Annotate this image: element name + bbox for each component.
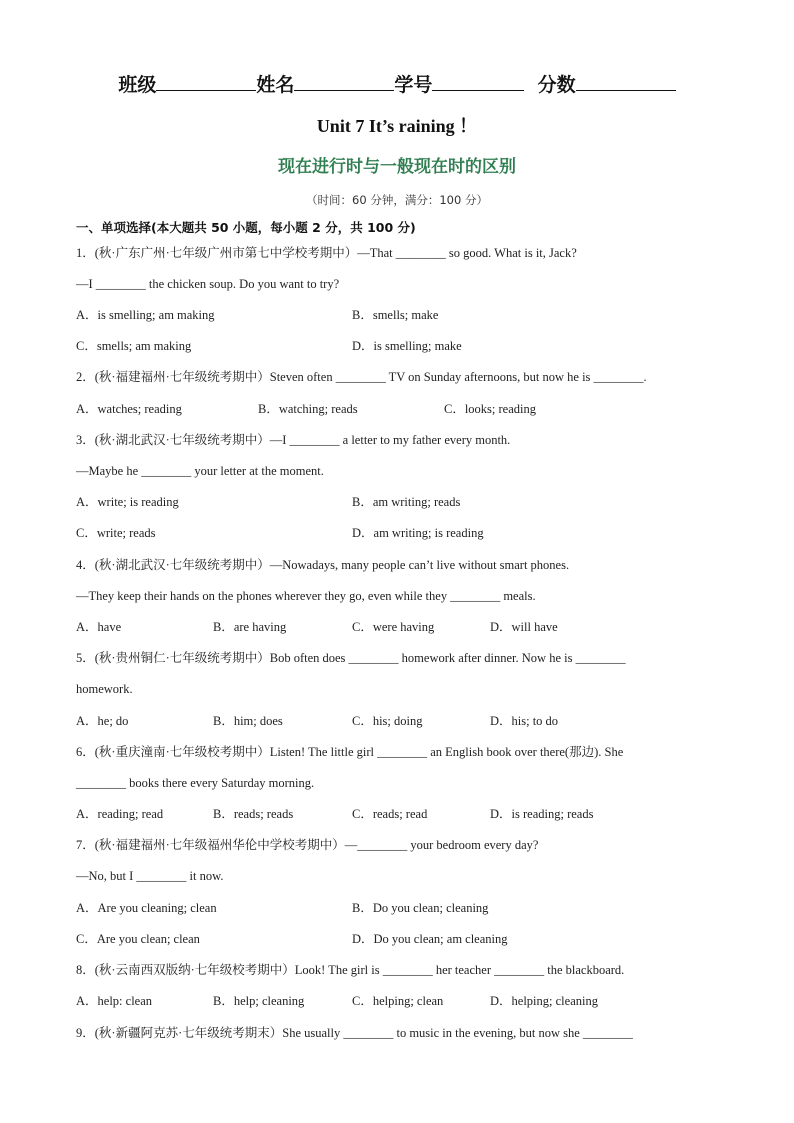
time-info: （时间：60 分钟，满分：100 分） <box>306 193 488 207</box>
question-8-option-b[interactable]: B．help; cleaning <box>213 994 305 1008</box>
question-2-option-a[interactable]: A．watches; reading <box>76 402 182 416</box>
question-6-option-d[interactable]: D．is reading; reads <box>490 807 594 821</box>
question-1-option-c[interactable]: C．smells; am making <box>76 339 192 353</box>
question-5-option-a[interactable]: A．he; do <box>76 714 129 728</box>
question-7-option-d[interactable]: D．Do you clean; am cleaning <box>352 932 508 946</box>
question-3-option-c[interactable]: C．write; reads <box>76 526 156 540</box>
question-6-option-a[interactable]: A．reading; read <box>76 807 164 821</box>
question-4-option-d[interactable]: D．will have <box>490 620 558 634</box>
class-label: 班级 <box>118 74 157 96</box>
name-label: 姓名 <box>256 74 295 96</box>
question-1-line-2: —I ________ the chicken soup. Do you want to try? <box>76 277 340 291</box>
question-2-line-1: 2．(秋·福建福州·七年级统考期中）Steven often ________ TV on Sunday afternoons, but now he is ________. <box>76 370 647 384</box>
question-9-line-1: 9．(秋·新疆阿克苏·七年级统考期末）She usually ________ to music in the evening, but now she ________ <box>76 1026 633 1040</box>
question-8-option-d[interactable]: D．helping; cleaning <box>490 994 598 1008</box>
question-5-option-b[interactable]: B．him; does <box>213 714 283 728</box>
question-1-option-a[interactable]: A．is smelling; am making <box>76 308 215 322</box>
question-2-option-b[interactable]: B．watching; reads <box>258 402 358 416</box>
question-4-option-a[interactable]: A．have <box>76 620 122 634</box>
student-info-header <box>0 70 794 97</box>
id-blank <box>432 72 524 91</box>
score-blank <box>576 72 676 91</box>
question-7-option-b[interactable]: B．Do you clean; cleaning <box>352 901 489 915</box>
name-blank <box>294 72 394 91</box>
question-2-option-c[interactable]: C．looks; reading <box>444 402 537 416</box>
question-1-line-1: 1．(秋·广东广州·七年级广州市第七中学校考期中）—That ________ so good. What is it, Jack? <box>76 246 577 260</box>
score-label: 分数 <box>537 74 576 96</box>
question-5-option-d[interactable]: D．his; to do <box>490 714 559 728</box>
question-5-line-2: homework. <box>76 682 133 696</box>
question-4-line-1: 4．(秋·湖北武汉·七年级统考期中）—Nowadays, many people can’t live without smart phones. <box>76 558 570 572</box>
question-4-option-c[interactable]: C．were having <box>352 620 435 634</box>
question-1-option-d[interactable]: D．is smelling; make <box>352 339 462 353</box>
question-3-option-b[interactable]: B．am writing; reads <box>352 495 461 509</box>
question-3-option-a[interactable]: A．write; is reading <box>76 495 179 509</box>
question-6-option-b[interactable]: B．reads; reads <box>213 807 294 821</box>
question-5-line-1: 5．(秋·贵州铜仁·七年级统考期中）Bob often does ________ homework after dinner. Now he is ________ <box>76 651 626 665</box>
question-8-option-a[interactable]: A．help: clean <box>76 994 153 1008</box>
question-6-line-1: 6．(秋·重庆潼南·七年级校考期中）Listen! The little girl ________ an English book over there(那边). She <box>76 745 624 759</box>
question-7-line-1: 7．(秋·福建福州·七年级福州华伦中学校考期中）—________ your bedroom every day? <box>76 838 539 852</box>
question-5-option-c[interactable]: C．his; doing <box>352 714 423 728</box>
unit-title: Unit 7 It’s raining ！ <box>316 116 478 136</box>
question-6-option-c[interactable]: C．reads; read <box>352 807 428 821</box>
question-7-option-a[interactable]: A．Are you cleaning; clean <box>76 901 217 915</box>
section-heading: 一、单项选择(本大题共 50 小题，每小题 2 分，共 100 分) <box>76 220 416 235</box>
question-4-option-b[interactable]: B．are having <box>213 620 287 634</box>
question-8-option-c[interactable]: C．helping; clean <box>352 994 444 1008</box>
question-4-line-2: —They keep their hands on the phones wherever they go, even while they ________ meals. <box>76 589 536 603</box>
question-7-option-c[interactable]: C．Are you clean; clean <box>76 932 200 946</box>
topic-subtitle: 现在进行时与一般现在时的区别 <box>278 157 516 177</box>
id-label: 学号 <box>394 74 433 96</box>
question-3-line-1: 3．(秋·湖北武汉·七年级统考期中）—I ________ a letter to my father every month. <box>76 433 511 447</box>
question-8-line-1: 8．(秋·云南西双版纳·七年级校考期中）Look! The girl is ________ her teacher ________ the blackboard. <box>76 963 625 977</box>
question-3-option-d[interactable]: D．am writing; is reading <box>352 526 484 540</box>
question-1-option-b[interactable]: B．smells; make <box>352 308 439 322</box>
question-7-line-2: —No, but I ________ it now. <box>76 869 224 883</box>
question-3-line-2: —Maybe he ________ your letter at the moment. <box>76 464 324 478</box>
class-blank <box>156 72 256 91</box>
question-6-line-2: ________ books there every Saturday morning. <box>76 776 315 790</box>
